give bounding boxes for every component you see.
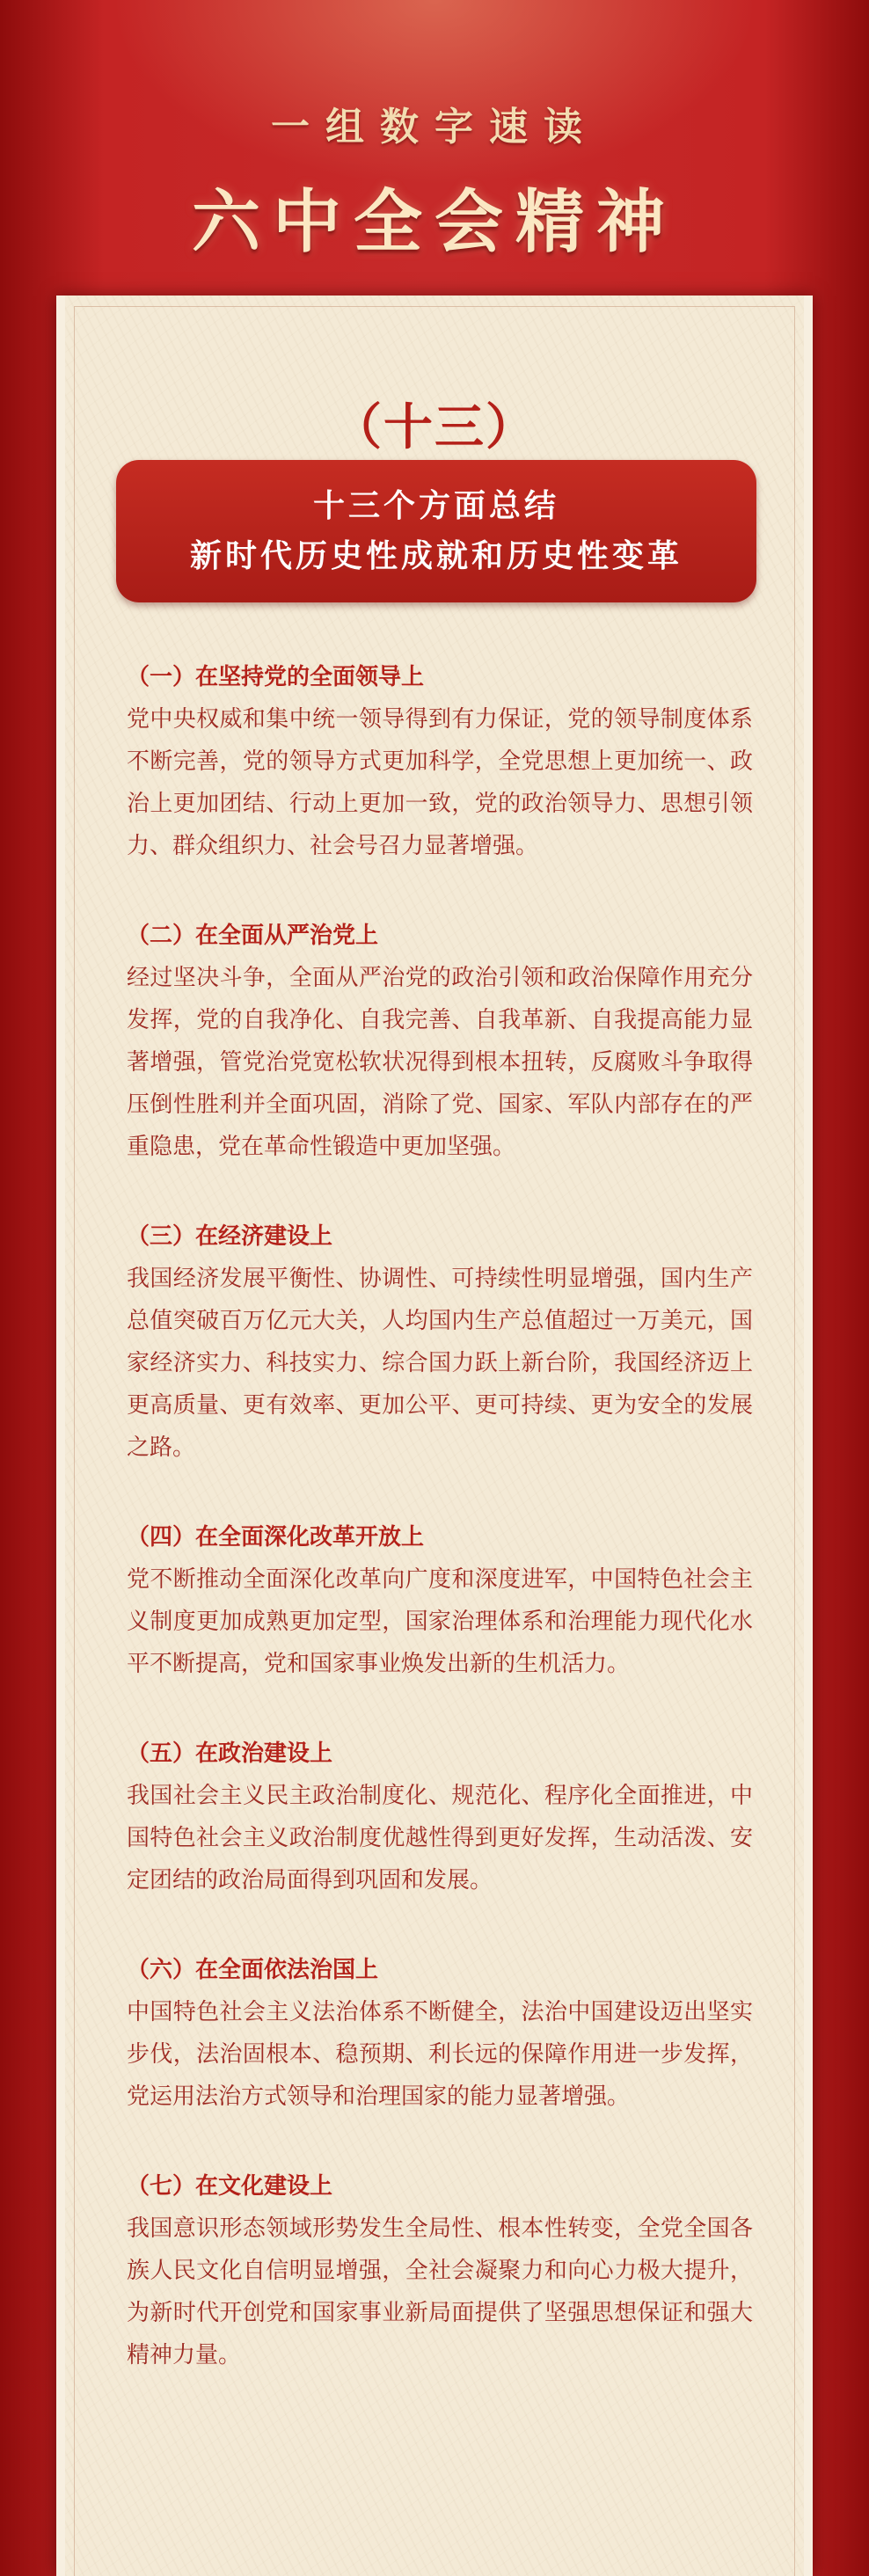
item-title: （四）在全面深化改革开放上 [127, 1524, 425, 1551]
list-item [127, 915, 753, 1168]
items-list [127, 656, 753, 2376]
item-body: 党不断推动全面深化改革向广度和深度进军，中国特色社会主义制度更加成熟更加定型，国家治理体系和治理能力现代化水平不断提高，党和国家事业焕发出新的生机活力。 [127, 1566, 753, 1677]
item-title: （七）在文化建设上 [127, 2173, 333, 2200]
item-body: 中国特色社会主义法治体系不断健全，法治中国建设迈出坚实步伐，法治固根本、稳预期、利长远的保障作用进一步发挥，党运用法治方式领导和治理国家的能力显著增强。 [127, 1999, 753, 2110]
content-card [56, 296, 813, 2576]
list-item [127, 2165, 753, 2376]
item-body: 我国意识形态领域形势发生全局性、根本性转变，全党全国各族人民文化自信明显增强，全社会凝聚力和向心力极大提升，为新时代开创党和国家事业新局面提供了坚强思想保证和强大精神力量。 [127, 2215, 753, 2368]
item-title: （二）在全面从严治党上 [127, 923, 379, 949]
item-body: 我国经济发展平衡性、协调性、可持续性明显增强，国内生产总值突破百万亿元大关，人均国内生产总值超过一万美元，国家经济实力、科技实力、综合国力跃上新台阶，我国经济迈上更高质量、更有效率、更加公平、更可持续、更为安全的发展之路。 [127, 1266, 753, 1461]
headline-line-2: 新时代历史性成就和历史性变革 [189, 538, 683, 574]
list-item [127, 1215, 753, 1469]
item-body: 我国社会主义民主政治制度化、规范化、程序化全面推进，中国特色社会主义政治制度优越性得到更好发挥，生动活泼、安定团结的政治局面得到巩固和发展。 [127, 1783, 753, 1894]
item-title: （六）在全面依法治国上 [127, 1957, 379, 1983]
section-number: （十三） [332, 398, 537, 456]
headline-box [116, 460, 756, 602]
item-body: 党中央权威和集中统一领导得到有力保证，党的领导制度体系不断完善，党的领导方式更加科学，全党思想上更加统一、政治上更加团结、行动上更加一致，党的政治领导力、思想引领力、群众组织力、社会号召力显著增强。 [127, 706, 753, 859]
page-subtitle: 一组数字速读 [271, 105, 598, 150]
headline-line-1: 十三个方面总结 [312, 488, 559, 524]
item-title: （一）在坚持党的全面领导上 [127, 664, 425, 690]
header-banner [0, 0, 869, 290]
list-item [127, 1733, 753, 1901]
list-item [127, 656, 753, 867]
item-body: 经过坚决斗争，全面从严治党的政治引领和政治保障作用充分发挥，党的自我净化、自我完善、自我革新、自我提高能力显著增强，管党治党宽松软状况得到根本扭转，反腐败斗争取得压倒性胜利并全面巩固，消除了党、国家、军队内部存在的严重隐患，党在革命性锻造中更加坚强。 [127, 965, 753, 1160]
page-title: 六中全会精神 [191, 182, 677, 262]
list-item [127, 1516, 753, 1685]
item-title: （五）在政治建设上 [127, 1740, 333, 1767]
item-title: （三）在经济建设上 [127, 1223, 333, 1250]
list-item [127, 1949, 753, 2118]
